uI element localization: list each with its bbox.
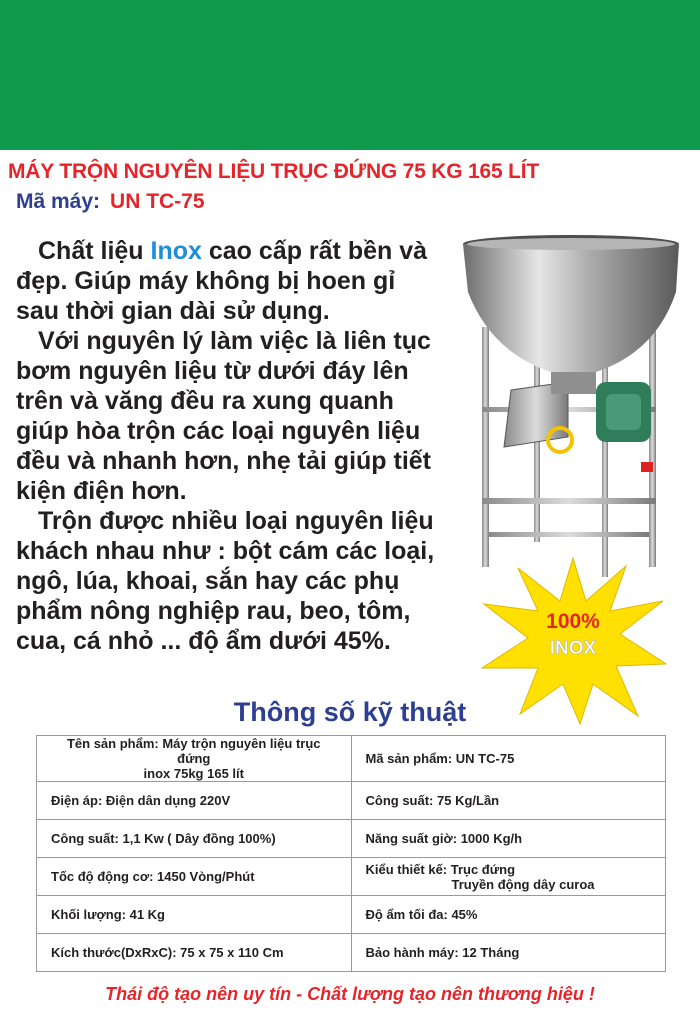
description-text: cao cấp rất bền và đẹp. Giúp máy không bị hoen gỉ sau thời gian dài sử dụng. [16,237,428,325]
table-row [37,896,666,934]
table-row [37,858,666,896]
spec-power: Công suất: 1,1 Kw ( Dây đồng 100%) [37,820,352,858]
table-row [37,820,666,858]
machine-code-line [16,190,205,214]
spec-voltage: Điện áp: Điện dân dụng 220V [37,782,352,820]
table-row [37,934,666,972]
spec-motor-speed: Tốc độ động cơ: 1450 Vòng/Phút [37,858,352,896]
product-title: MÁY TRỘN NGUYÊN LIỆU TRỤC ĐỨNG 75 KG 165 LÍT [8,160,539,183]
specs-title: Thông số kỹ thuật [233,697,467,727]
spec-dimensions: Kích thước(DxRxC): 75 x 75 x 110 Cm [37,934,352,972]
spec-hourly-output: Năng suất giờ: 1000 Kg/h [351,820,666,858]
description-paragraph-principle: Với nguyên lý làm việc là liên tục bơm nguyên liệu từ dưới đáy lên trên và văng đều ra xung quanh giúp hòa trộn các loại nguyên liệu đều và nhanh hơn, nhẹ tải giúp tiết kiện điện hơn. [16,327,432,505]
machine-code-label: Mã máy: [16,190,101,213]
spec-text: Truyền động dây curoa [451,876,595,892]
spec-product-name [37,736,352,782]
table-row [37,782,666,820]
spec-product-code: Mã sản phẩm: UN TC-75 [351,736,666,782]
spec-warranty: Bảo hành máy: 12 Tháng [351,934,666,972]
spec-weight: Khối lượng: 41 Kg [37,896,352,934]
inox-keyword: Inox [150,237,202,265]
table-row [37,736,666,782]
spec-text: Tên sản phẩm: Máy trộn nguyên liệu trục đứng [66,736,321,766]
spec-text: inox 75kg 165 lít [143,766,244,781]
description-paragraph-material [16,236,436,326]
tagline: Thái độ tạo nên uy tín - Chất lượng tạo nên thương hiệu ! [105,984,595,1004]
spec-capacity: Công suất: 75 Kg/Lần [351,782,666,820]
mixer-machine-image [456,232,686,577]
spec-text: Kiểu thiết kế: Trục đứng [365,861,516,877]
top-green-banner [0,0,700,150]
machine-code-value: UN TC-75 [110,190,205,213]
spec-max-moisture: Độ ẩm tối đa: 45% [351,896,666,934]
specs-table [36,735,666,972]
description-text: Chất liệu [38,237,151,265]
badge-inox: INOX [549,638,597,659]
product-description [16,236,436,656]
description-paragraph-materials: Trộn được nhiều loại nguyên liệu khách nhau như : bột cám các loại, ngô, lúa, khoai, sắn hay các phụ phẩm nông nghiệp rau, beo, tôm, cua, cá nhỏ ... độ ẩm dưới 45%. [16,507,435,655]
spec-design [351,858,666,896]
badge-percent: 100% [546,610,600,633]
